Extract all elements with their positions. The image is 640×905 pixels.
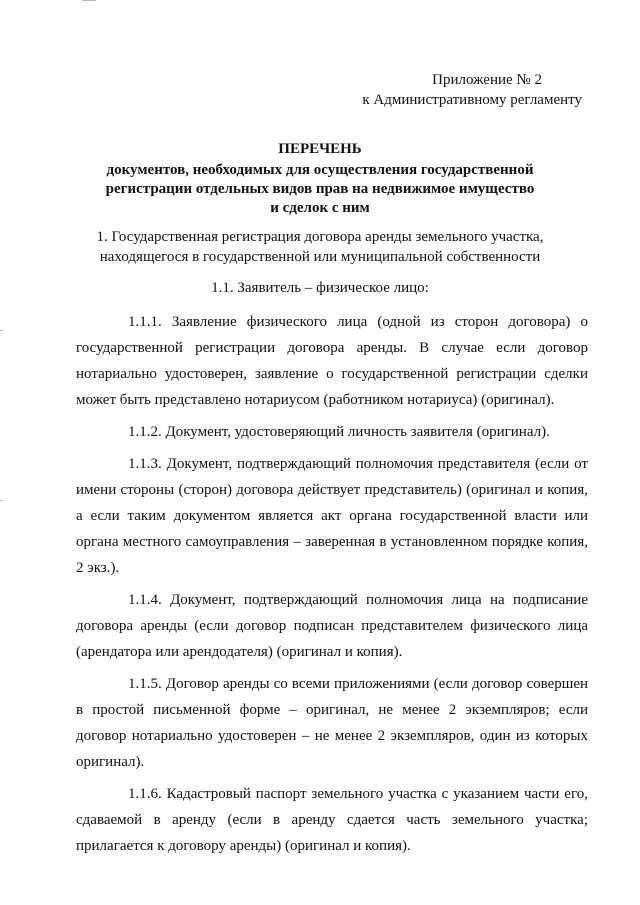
paragraph-1-1-2: 1.1.2. Документ, удостоверяющий личность заявителя (оригинал). [128,424,550,440]
subsection-heading: 1.1. Заявитель – физическое лицо: [211,280,429,296]
document-body [76,309,588,865]
appendix-header [362,70,582,110]
section-heading-line: 1. Государственная регистрация договора аренды земельного участка, [96,229,544,245]
appendix-reference: к Административному регламенту [362,92,582,108]
section-heading [60,227,580,267]
title-line: документов, необходимых для осуществления государственной [106,162,534,178]
section-heading-line: находящегося в государственной или муниципальной собственности [99,249,541,265]
scan-edge-mark [0,330,3,331]
scan-edge-mark [0,500,3,501]
scan-edge-mark [82,0,96,1]
title-main: ПЕРЕЧЕНЬ [278,141,362,157]
appendix-number: Приложение № 2 [432,72,542,88]
paragraph-1-1-4: 1.1.4. Документ, подтверждающий полномочия лица на подписание договора аренды (если договор подписан представителем физического лица (арендатора или арендодателя) (оригинал и копия). [76,592,588,660]
document-title [60,140,580,218]
paragraph-1-1-1: 1.1.1. Заявление физического лица (одной из сторон договора) о государственной регистрации договора аренды. В случае если договор нотариально удостоверен, заявление о государственной регистрации сделки может быть представлено нотариусом (работником нотариуса) (оригинал). [76,314,588,408]
title-line: и сделок с ним [270,200,370,216]
paragraph-1-1-6: 1.1.6. Кадастровый паспорт земельного участка с указанием части его, сдаваемой в аренду (если в аренду сдается часть земельного участка; прилагается к договору аренды) (оригинал и копия). [76,786,588,854]
paragraph-1-1-5: 1.1.5. Договор аренды со всеми приложениями (если договор совершен в простой письменной форме – оригинал, не менее 2 экземпляров; если договор нотариально удостоверен – не менее 2 экземпляров, один из которых оригинал). [76,676,588,770]
paragraph-1-1-3: 1.1.3. Документ, подтверждающий полномочия представителя (если от имени стороны (сторон) договора действует представитель) (оригинал и копия, а если таким документом является акт органа государственной власти или органа местного самоуправления – заверенная в установленном порядке копия, 2 экз.). [76,456,588,576]
title-line: регистрации отдельных видов прав на недвижимое имущество [105,181,535,197]
